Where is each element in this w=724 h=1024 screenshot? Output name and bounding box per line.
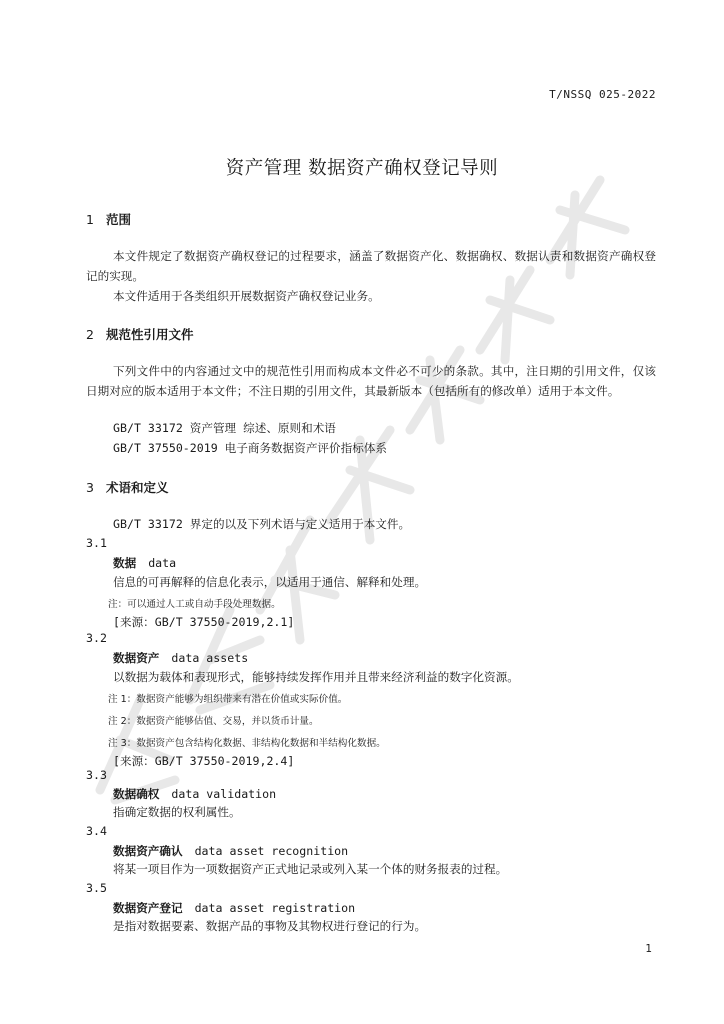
section-number: 3 <box>86 480 94 495</box>
term-en: data validation <box>171 787 277 801</box>
terms-intro: GB/T 33172 界定的以及下列术语与定义适用于本文件。 <box>113 517 411 531</box>
page-number: 1 <box>645 943 652 955</box>
section-title: 规范性引用文件 <box>106 327 194 342</box>
reference-item: GB/T 37550-2019 电子商务数据资产评价指标体系 <box>113 441 387 455</box>
term-note: 注 3：数据资产包含结构化数据、非结构化数据和半结构化数据。 <box>108 738 386 749</box>
term-definition: 是指对数据要素、数据产品的事物及其物权进行登记的行为。 <box>113 919 427 933</box>
term-source: [来源：GB/T 37550-2019,2.1] <box>113 615 295 629</box>
reference-item: GB/T 33172 资产管理 综述、原则和术语 <box>113 421 336 435</box>
term-number: 3.3 <box>86 768 107 782</box>
term-heading <box>113 786 276 802</box>
term-number: 3.1 <box>86 536 107 550</box>
term-zh: 数据确权 <box>113 787 160 801</box>
section-title: 术语和定义 <box>106 480 169 495</box>
term-zh: 数据资产 <box>113 651 160 665</box>
term-zh: 数据资产登记 <box>113 901 183 915</box>
term-zh: 数据 <box>113 556 137 570</box>
term-note: 注 2：数据资产能够估值、交易，并以货币计量。 <box>108 716 319 727</box>
term-number: 3.2 <box>86 631 107 645</box>
standard-code: T/NSSQ 025-2022 <box>549 88 656 101</box>
term-definition: 信息的可再解释的信息化表示，以适用于通信、解释和处理。 <box>113 575 427 589</box>
term-note: 注：可以通过人工或自动手段处理数据。 <box>108 599 281 610</box>
term-source: [来源：GB/T 37550-2019,2.4] <box>113 754 295 768</box>
term-number: 3.4 <box>86 824 107 838</box>
scope-applicability: 本文件适用于各类组织开展数据资产确权登记业务。 <box>113 289 380 303</box>
section-2-heading <box>86 325 194 343</box>
normative-refs-paragraph: 下列文件中的内容通过文中的规范性引用而构成本文件必不可少的条款。其中，注日期的引用文件，仅该日期对应的版本适用于本文件；不注日期的引用文件，其最新版本（包括所有的修改单）适用于本文件。 <box>86 364 656 398</box>
section-3-heading <box>86 478 169 496</box>
term-heading <box>113 555 176 571</box>
section-number: 2 <box>86 327 94 342</box>
scope-paragraph: 本文件规定了数据资产确权登记的过程要求，涵盖了数据资产化、数据确权、数据认责和数据资产确权登记的实现。 <box>86 249 656 283</box>
section-number: 1 <box>86 212 94 227</box>
document-title: 资产管理 数据资产确权登记导则 <box>225 158 499 179</box>
term-number: 3.5 <box>86 881 107 895</box>
term-heading <box>113 843 348 859</box>
term-definition: 以数据为载体和表现形式，能够持续发挥作用并且带来经济利益的数字化资源。 <box>113 670 519 684</box>
term-en: data asset recognition <box>194 844 349 858</box>
term-zh: 数据资产确认 <box>113 844 183 858</box>
term-heading <box>113 650 248 666</box>
section-1-heading <box>86 210 131 228</box>
term-definition: 指确定数据的权利属性。 <box>113 805 241 819</box>
term-en: data asset registration <box>194 901 356 915</box>
term-definition: 将某一项目作为一项数据资产正式地记录或列入某一个体的财务报表的过程。 <box>113 862 508 876</box>
term-en: data assets <box>171 651 249 665</box>
term-en: data <box>148 556 177 570</box>
term-note: 注 1：数据资产能够为组织带来有潜在价值或实际价值。 <box>108 694 348 705</box>
section-title: 范围 <box>106 212 132 227</box>
term-heading <box>113 900 355 916</box>
